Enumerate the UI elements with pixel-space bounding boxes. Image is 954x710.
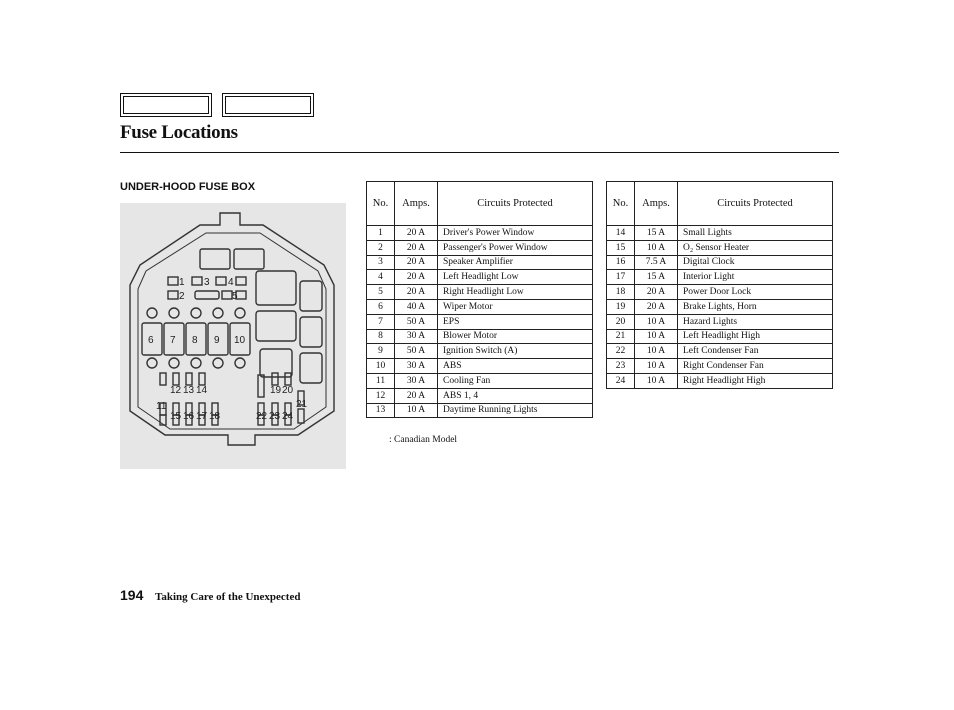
fuse-label-16: 16 — [183, 411, 195, 422]
canadian-model-note: : Canadian Model — [389, 435, 458, 445]
fuse-label-12: 12 — [170, 385, 182, 396]
fuse-circuit: Hazard Lights — [678, 314, 833, 329]
fuse-circuit: Power Door Lock — [678, 285, 833, 300]
fuse-label-23: 23 — [269, 411, 281, 422]
table-row — [367, 373, 593, 388]
table-row — [367, 403, 593, 418]
fuse-amps: 30 A — [395, 359, 438, 374]
fuse-label-6: 6 — [148, 335, 154, 346]
fuse-no: 6 — [367, 299, 395, 314]
fuse-amps: 40 A — [395, 299, 438, 314]
nav-box-1[interactable] — [120, 93, 212, 117]
fuse-no: 7 — [367, 314, 395, 329]
table-header-row — [367, 182, 593, 226]
fuse-amps: 10 A — [635, 240, 678, 255]
table-row — [367, 388, 593, 403]
fuse-circuit: ABS 1, 4 — [438, 388, 593, 403]
fuse-circuit: Right Condenser Fan — [678, 359, 833, 374]
fuse-label-5: 5 — [232, 291, 238, 302]
fuse-circuit: Cooling Fan — [438, 373, 593, 388]
fuse-amps: 10 A — [635, 359, 678, 374]
fuse-no: 4 — [367, 270, 395, 285]
table-row — [607, 285, 833, 300]
fuse-label-20: 20 — [282, 385, 294, 396]
table-row — [367, 314, 593, 329]
fuse-amps: 15 A — [635, 270, 678, 285]
header-amps: Amps. — [395, 182, 438, 226]
fuse-no: 14 — [607, 226, 635, 241]
table-row — [607, 359, 833, 374]
fuse-label-18: 18 — [209, 411, 221, 422]
title-rule — [120, 152, 839, 153]
fuse-amps: 50 A — [395, 314, 438, 329]
table-row — [607, 329, 833, 344]
fuse-amps: 10 A — [635, 344, 678, 359]
fuse-no: 15 — [607, 240, 635, 255]
fuse-amps: 20 A — [395, 285, 438, 300]
fuse-circuit: ABS — [438, 359, 593, 374]
fuse-circuit: Passenger's Power Window — [438, 240, 593, 255]
fuse-circuit: EPS — [438, 314, 593, 329]
fuse-box-diagram — [120, 203, 346, 469]
table-row — [367, 285, 593, 300]
fuse-circuit: Digital Clock — [678, 255, 833, 270]
fuse-label-2: 2 — [179, 291, 185, 302]
fuse-no: 24 — [607, 373, 635, 388]
fuse-no: 18 — [607, 285, 635, 300]
table-row — [607, 240, 833, 255]
header-circuits: Circuits Protected — [438, 182, 593, 226]
table-row — [607, 255, 833, 270]
fuse-no: 20 — [607, 314, 635, 329]
fuse-amps: 7.5 A — [635, 255, 678, 270]
fuse-circuit: Blower Motor — [438, 329, 593, 344]
fuse-box-svg — [120, 203, 346, 469]
fuse-amps: 20 A — [395, 226, 438, 241]
fuse-label-4: 4 — [228, 277, 234, 288]
fuse-circuit: Small Lights — [678, 226, 833, 241]
fuse-circuit: Left Condenser Fan — [678, 344, 833, 359]
fuse-circuit: Right Headlight Low — [438, 285, 593, 300]
fuse-amps: 30 A — [395, 373, 438, 388]
fuse-label-15: 15 — [170, 411, 182, 422]
fuse-no: 8 — [367, 329, 395, 344]
fuse-amps: 10 A — [635, 373, 678, 388]
fuse-circuit: Driver's Power Window — [438, 226, 593, 241]
fuse-label-7: 7 — [170, 335, 176, 346]
fuse-label-13: 13 — [183, 385, 195, 396]
page-title: Fuse Locations — [120, 122, 238, 143]
nav-box-2[interactable] — [222, 93, 314, 117]
fuse-circuit: Interior Light — [678, 270, 833, 285]
fuse-no: 19 — [607, 299, 635, 314]
fuse-amps: 10 A — [395, 403, 438, 418]
fuse-no: 1 — [367, 226, 395, 241]
fuse-label-8: 8 — [192, 335, 198, 346]
table-row — [367, 299, 593, 314]
table-row — [607, 299, 833, 314]
fuse-circuit: Speaker Amplifier — [438, 255, 593, 270]
table-row — [367, 226, 593, 241]
table-row — [367, 344, 593, 359]
fuse-amps: 10 A — [635, 314, 678, 329]
header-no: No. — [367, 182, 395, 226]
fuse-amps: 15 A — [635, 226, 678, 241]
table-row — [607, 314, 833, 329]
fuse-circuit: Brake Lights, Horn — [678, 299, 833, 314]
fuse-no: 12 — [367, 388, 395, 403]
fuse-amps: 20 A — [395, 270, 438, 285]
fuse-no: 13 — [367, 403, 395, 418]
header-amps: Amps. — [635, 182, 678, 226]
fuse-amps: 50 A — [395, 344, 438, 359]
footer-section-title: Taking Care of the Unexpected — [155, 591, 301, 603]
fuse-label-9: 9 — [214, 335, 220, 346]
table-row — [367, 359, 593, 374]
fuse-table-left — [366, 181, 593, 418]
fuse-amps: 20 A — [395, 255, 438, 270]
fuse-label-19: 19 — [270, 385, 282, 396]
fuse-label-24: 24 — [282, 411, 294, 422]
fuse-no: 2 — [367, 240, 395, 255]
fuse-no: 21 — [607, 329, 635, 344]
table-row — [367, 329, 593, 344]
table-row — [607, 373, 833, 388]
fuse-no: 10 — [367, 359, 395, 374]
fuse-no: 5 — [367, 285, 395, 300]
fuse-no: 11 — [367, 373, 395, 388]
table-row — [607, 344, 833, 359]
fuse-label-3: 3 — [204, 277, 210, 288]
fuse-no: 17 — [607, 270, 635, 285]
fuse-no: 23 — [607, 359, 635, 374]
fuse-no: 16 — [607, 255, 635, 270]
fuse-no: 22 — [607, 344, 635, 359]
table-row — [367, 255, 593, 270]
fuse-circuit: O₂ Sensor Heater — [678, 240, 833, 255]
fuse-circuit: Right Headlight High — [678, 373, 833, 388]
table-row — [367, 240, 593, 255]
fuse-circuit: Left Headlight Low — [438, 270, 593, 285]
header-circuits: Circuits Protected — [678, 182, 833, 226]
fuse-label-17: 17 — [196, 411, 208, 422]
fuse-label-21: 21 — [296, 399, 308, 410]
page-number: 194 — [120, 587, 144, 603]
fuse-label-1: 1 — [179, 277, 185, 288]
fuse-label-11: 11 — [156, 401, 167, 412]
table-header-row — [607, 182, 833, 226]
table-row — [607, 270, 833, 285]
fuse-label-10: 10 — [234, 335, 246, 346]
fuse-amps: 10 A — [635, 329, 678, 344]
fuse-amps: 20 A — [635, 299, 678, 314]
table-row — [607, 226, 833, 241]
table-row — [367, 270, 593, 285]
fuse-label-14: 14 — [196, 385, 208, 396]
fuse-no: 3 — [367, 255, 395, 270]
section-heading: UNDER-HOOD FUSE BOX — [120, 181, 256, 193]
header-no: No. — [607, 182, 635, 226]
fuse-circuit: Wiper Motor — [438, 299, 593, 314]
fuse-amps: 20 A — [635, 285, 678, 300]
fuse-no: 9 — [367, 344, 395, 359]
fuse-amps: 30 A — [395, 329, 438, 344]
fuse-label-22: 22 — [256, 411, 268, 422]
fuse-circuit: Left Headlight High — [678, 329, 833, 344]
fuse-amps: 20 A — [395, 388, 438, 403]
fuse-amps: 20 A — [395, 240, 438, 255]
fuse-circuit: Daytime Running Lights — [438, 403, 593, 418]
fuse-circuit: Ignition Switch (A) — [438, 344, 593, 359]
fuse-table-right — [606, 181, 833, 389]
